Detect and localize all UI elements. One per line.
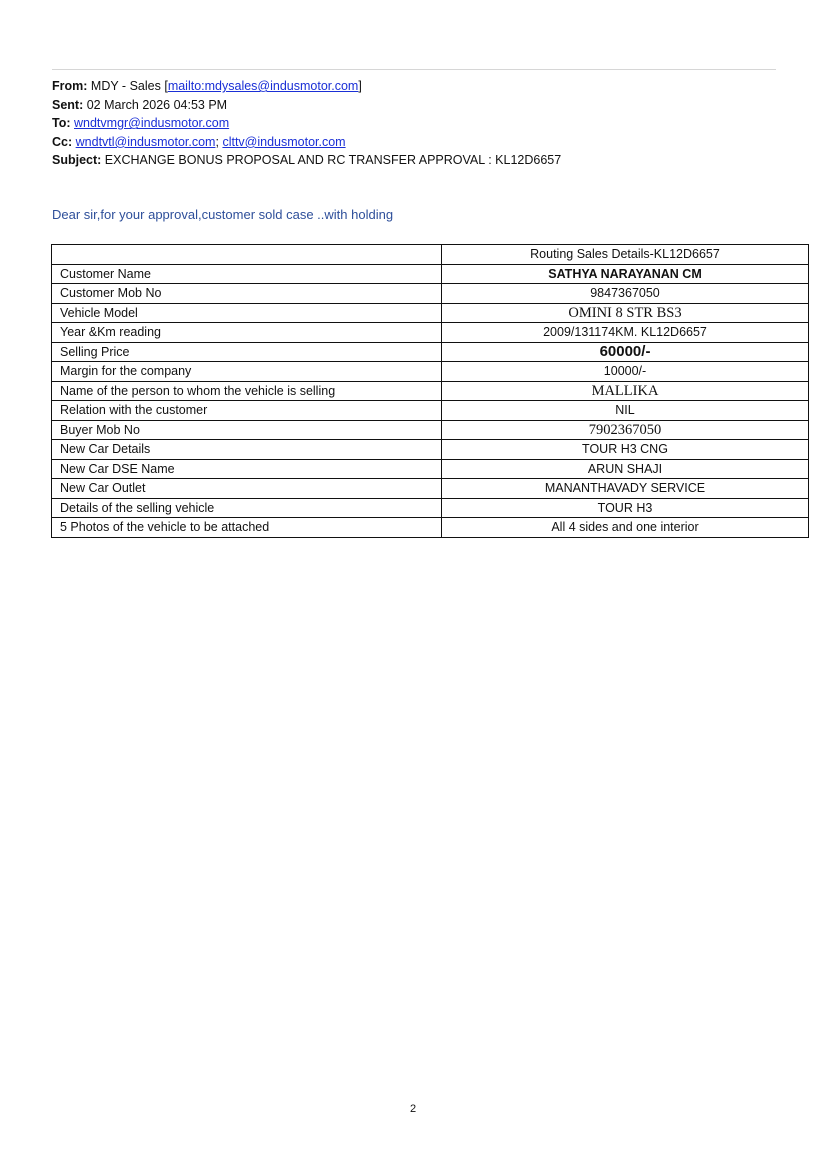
- row-label: New Car Outlet: [52, 479, 442, 499]
- table-row: [52, 381, 809, 401]
- table-row: [52, 440, 809, 460]
- row-label: Customer Name: [52, 264, 442, 284]
- sent-label: Sent:: [52, 97, 84, 112]
- row-label: New Car Details: [52, 440, 442, 460]
- table-row: [52, 498, 809, 518]
- to-label: To:: [52, 116, 71, 131]
- table-header-row: [52, 245, 809, 265]
- table-row: [52, 323, 809, 343]
- row-value: 60000/-: [442, 342, 809, 362]
- header-divider: [52, 69, 776, 70]
- to-line: [52, 114, 561, 133]
- cc-line: [52, 133, 561, 152]
- row-label: Vehicle Model: [52, 303, 442, 323]
- row-label: Year &Km reading: [52, 323, 442, 343]
- row-value: NIL: [442, 401, 809, 421]
- row-label: Customer Mob No: [52, 284, 442, 304]
- header-value-cell: Routing Sales Details-KL12D6657: [442, 245, 809, 265]
- row-value: 2009/131174KM. KL12D6657: [442, 323, 809, 343]
- row-value: OMINI 8 STR BS3: [442, 303, 809, 323]
- row-label: Details of the selling vehicle: [52, 498, 442, 518]
- row-value: TOUR H3: [442, 498, 809, 518]
- table-row: [52, 420, 809, 440]
- row-label: Relation with the customer: [52, 401, 442, 421]
- from-bracket-open: [: [164, 79, 168, 93]
- cc-label: Cc:: [52, 134, 73, 149]
- row-value: MALLIKA: [442, 381, 809, 401]
- from-line: [52, 77, 561, 96]
- row-value: ARUN SHAJI: [442, 459, 809, 479]
- table-row: [52, 303, 809, 323]
- row-value: All 4 sides and one interior: [442, 518, 809, 538]
- table-row: [52, 459, 809, 479]
- subject-line: [52, 151, 561, 170]
- row-label: New Car DSE Name: [52, 459, 442, 479]
- intro-text: Dear sir,for your approval,customer sold case ..with holding: [52, 207, 394, 222]
- sent-value: 02 March 2026 04:53 PM: [86, 97, 228, 112]
- row-value: SATHYA NARAYANAN CM: [442, 264, 809, 284]
- from-label: From:: [52, 79, 88, 93]
- email-headers: [52, 77, 561, 170]
- row-value: 7902367050: [442, 420, 809, 440]
- row-value: 10000/-: [442, 362, 809, 382]
- table-row: [52, 518, 809, 538]
- table-row: [52, 284, 809, 304]
- from-bracket-close: ]: [358, 79, 362, 93]
- subject-value: EXCHANGE BONUS PROPOSAL AND RC TRANSFER APPROVAL : KL12D6657: [104, 153, 562, 168]
- subject-label: Subject:: [52, 153, 102, 168]
- table-row: [52, 342, 809, 362]
- row-value: TOUR H3 CNG: [442, 440, 809, 460]
- cc-address-link-1[interactable]: wndtvtl@indusmotor.com: [75, 134, 216, 149]
- table-row: [52, 264, 809, 284]
- row-label: 5 Photos of the vehicle to be attached: [52, 518, 442, 538]
- row-label: Name of the person to whom the vehicle is selling: [52, 381, 442, 401]
- cc-separator: ;: [215, 134, 219, 149]
- table-row: [52, 479, 809, 499]
- from-mailto-link[interactable]: mailto:mdysales@indusmotor.com: [167, 79, 359, 93]
- table-row: [52, 401, 809, 421]
- row-value: MANANTHAVADY SERVICE: [442, 479, 809, 499]
- row-label: Margin for the company: [52, 362, 442, 382]
- to-address-link[interactable]: wndtvmgr@indusmotor.com: [74, 116, 230, 131]
- header-label-cell: [52, 245, 442, 265]
- cc-address-link-2[interactable]: clttv@indusmotor.com: [222, 134, 346, 149]
- row-value: 9847367050: [442, 284, 809, 304]
- routing-sales-table: [51, 244, 809, 538]
- row-label: Buyer Mob No: [52, 420, 442, 440]
- sent-line: [52, 96, 561, 115]
- from-name: MDY - Sales: [90, 79, 161, 93]
- page-number: 2: [409, 1103, 417, 1115]
- table-row: [52, 362, 809, 382]
- row-label: Selling Price: [52, 342, 442, 362]
